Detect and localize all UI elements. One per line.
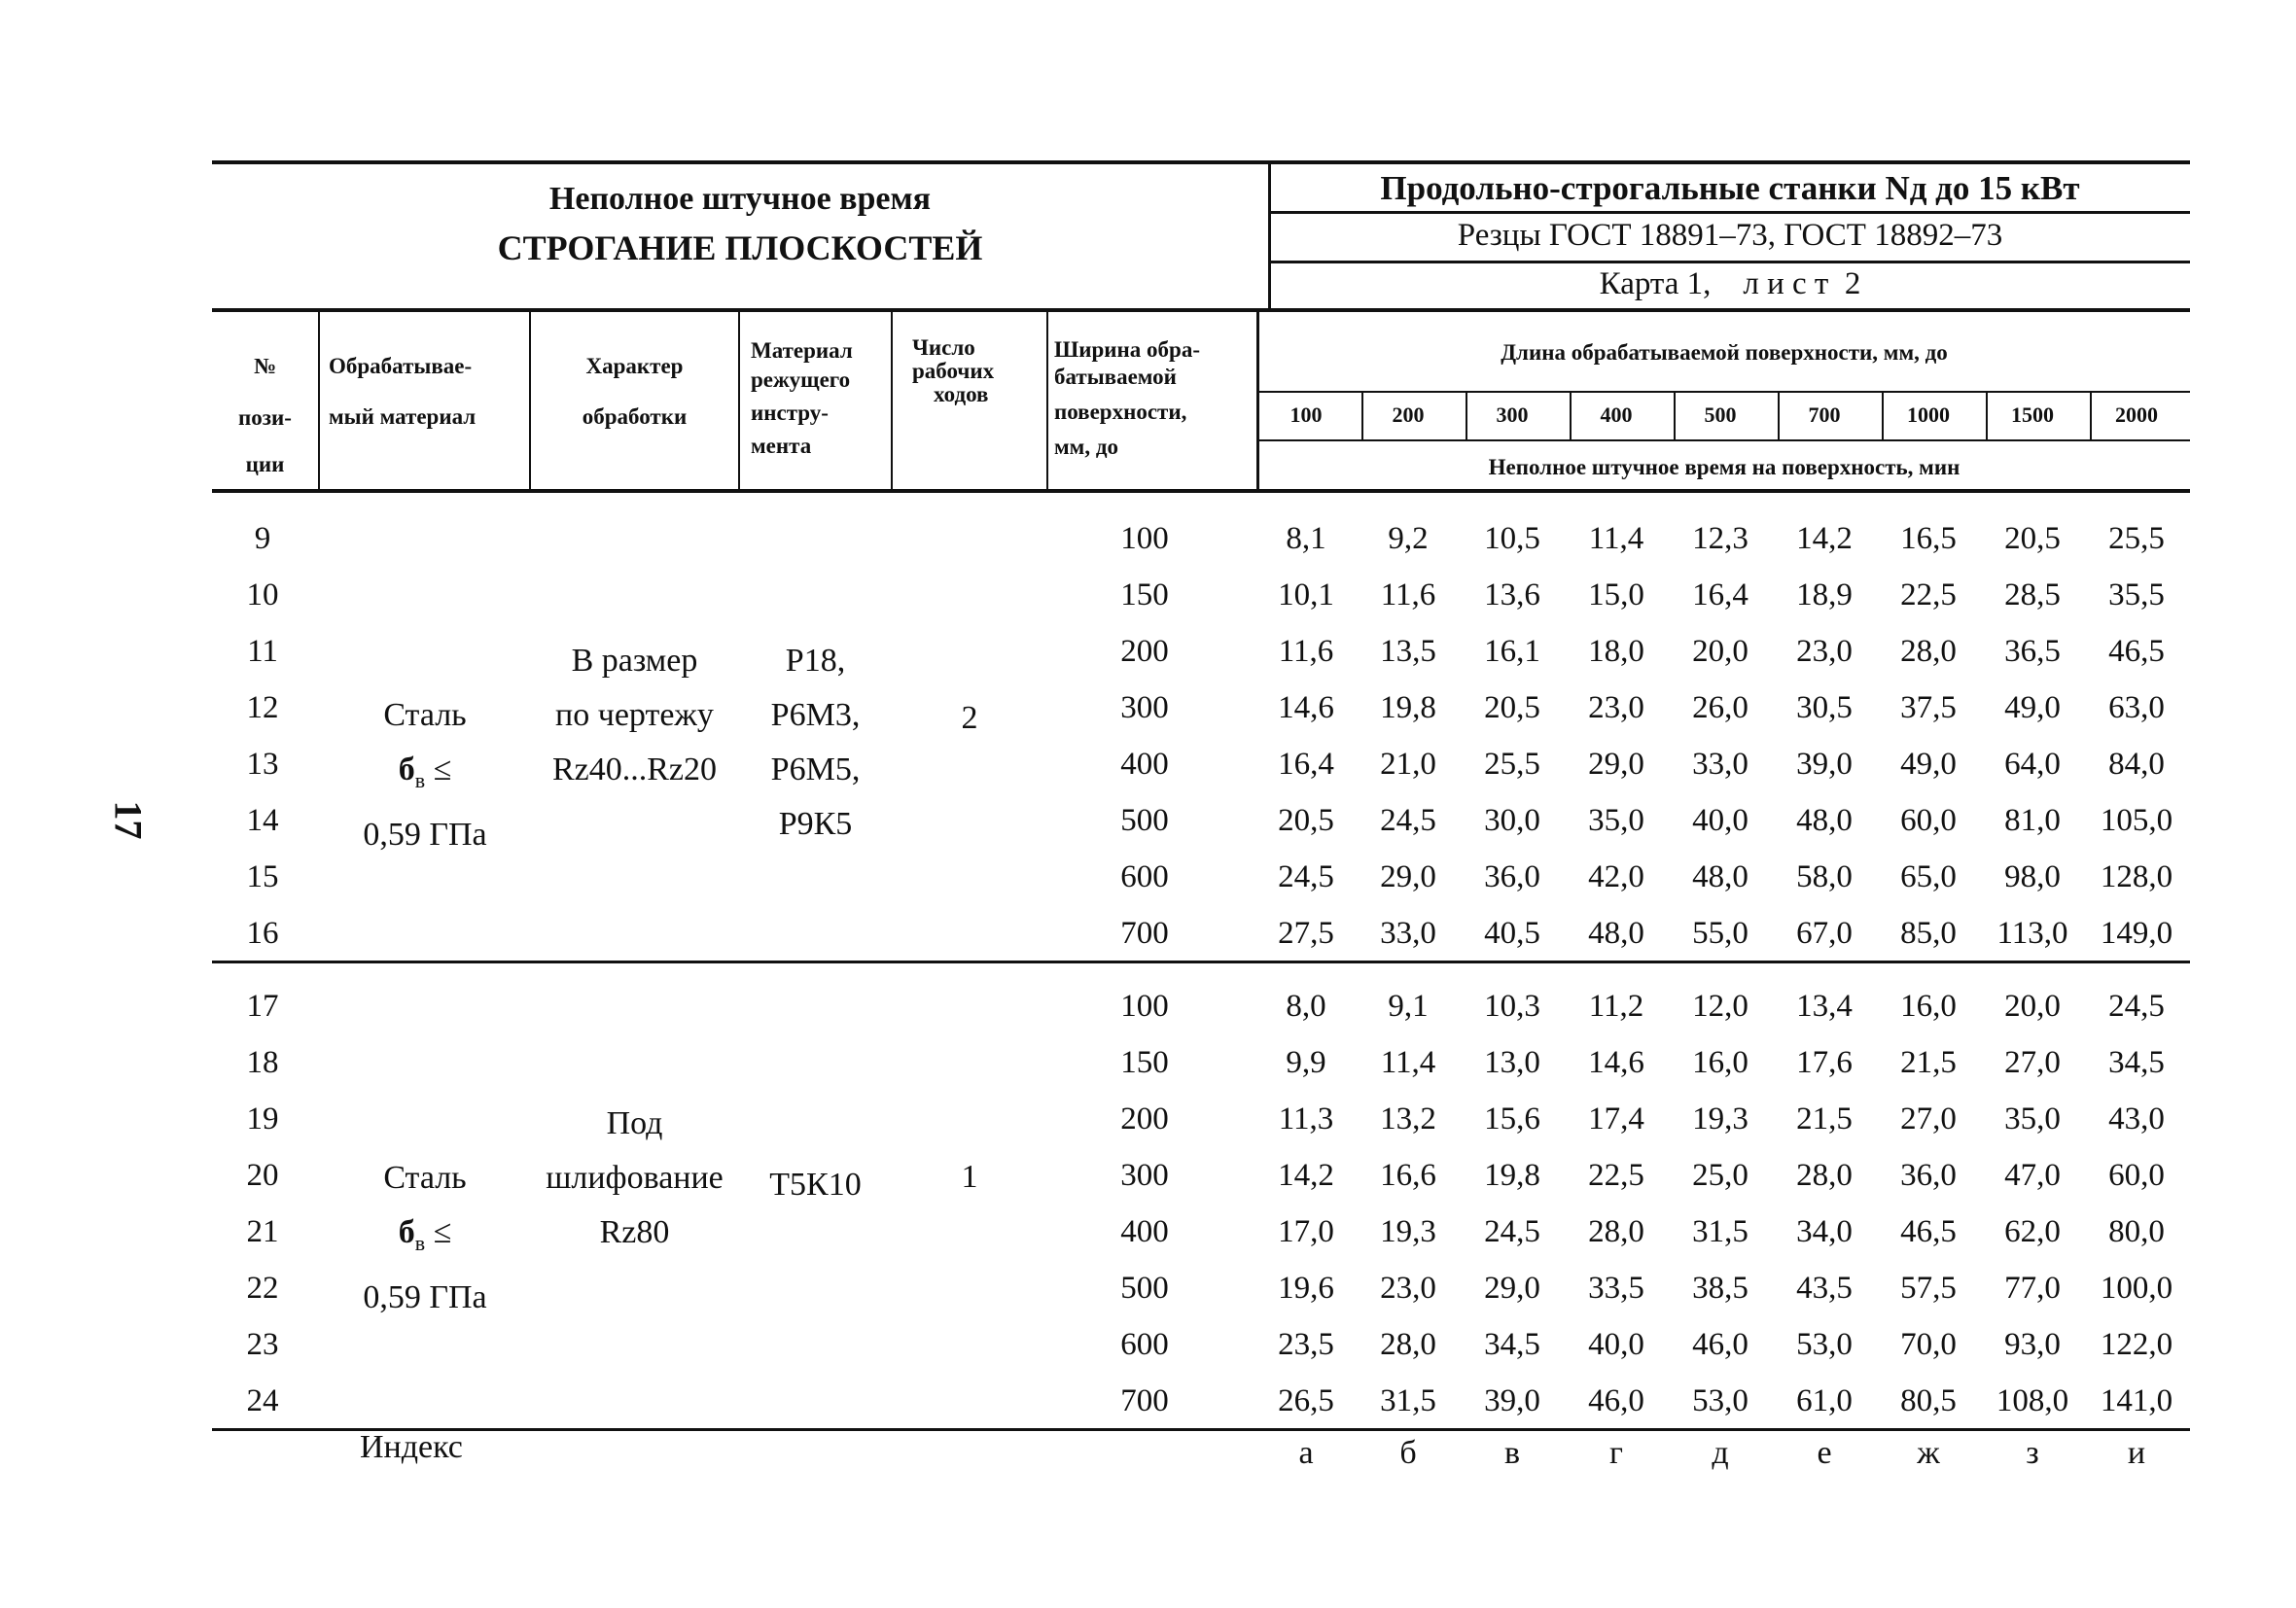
time-cell: 81,0	[2004, 803, 2061, 838]
time-cell: 16,0	[1692, 1045, 1748, 1080]
time-cell: 62,0	[2004, 1214, 2061, 1249]
time-cell: 46,0	[1588, 1383, 1644, 1418]
group-2-material	[321, 1151, 529, 1325]
colhead-vline-5	[1046, 310, 1048, 491]
time-cell: 28,0	[1588, 1214, 1644, 1249]
time-cell: 17,4	[1588, 1101, 1644, 1136]
time-cell: 31,5	[1380, 1383, 1436, 1418]
time-cell: 113,0	[1996, 916, 2068, 951]
row-position: 20	[246, 1158, 279, 1193]
sigma-subscript: в	[414, 1230, 426, 1255]
group-1-tool	[740, 634, 891, 852]
time-cell: 64,0	[2004, 747, 2061, 782]
time-cell: 12,0	[1692, 989, 1748, 1024]
time-cell: 15,0	[1588, 577, 1644, 612]
group-2-tool	[740, 1167, 891, 1204]
row-position: 19	[246, 1101, 279, 1136]
time-cell: 16,4	[1278, 747, 1334, 782]
time-cell: 13,6	[1484, 577, 1540, 612]
time-cell: 24,5	[1380, 803, 1436, 838]
time-cell: 13,2	[1380, 1101, 1436, 1136]
group-2-processing-line-2: шлифование	[546, 1160, 724, 1196]
header-rule-right-1	[1270, 211, 2190, 214]
colhead-passes-line-3: ходов	[934, 382, 989, 406]
colhead-tool-line-2: режущего	[751, 367, 851, 392]
time-cell: 33,5	[1588, 1271, 1644, 1306]
colhead-tool-line-3: инстру-	[751, 401, 829, 425]
time-cell: 17,6	[1796, 1045, 1853, 1080]
header-right-line-1: Продольно-строгальные станки Nд до 15 кВт	[1380, 169, 2080, 207]
time-cell: 28,0	[1380, 1327, 1436, 1362]
sigma-symbol: б	[398, 752, 415, 787]
colhead-material	[329, 352, 529, 432]
colhead-pos	[212, 352, 318, 479]
le-symbol: ≤	[433, 752, 452, 787]
row-width: 700	[1120, 1383, 1169, 1418]
time-cell: 10,3	[1484, 989, 1540, 1024]
time-cell: 34,0	[1796, 1214, 1853, 1249]
length-label: 100	[1289, 402, 1323, 427]
group-2-passes: 1	[961, 1159, 978, 1195]
time-cell: 19,6	[1278, 1271, 1334, 1306]
time-cell: 23,0	[1796, 634, 1853, 669]
time-cell: 39,0	[1796, 747, 1853, 782]
length-values-rule	[1258, 439, 2190, 441]
le-symbol: ≤	[433, 1214, 452, 1250]
time-cell: 10,5	[1484, 521, 1540, 556]
sigma-symbol: б	[398, 1214, 415, 1250]
group-2-tool-line-1: Т5К10	[769, 1167, 862, 1203]
row-position: 18	[246, 1045, 279, 1080]
time-cell: 24,5	[1484, 1214, 1540, 1249]
time-cell: 26,0	[1692, 690, 1748, 725]
group-1-processing-line-2: по чертежу	[555, 697, 714, 733]
row-position: 16	[246, 916, 279, 951]
time-cell: 65,0	[1900, 859, 1957, 894]
row-width: 500	[1120, 1271, 1169, 1306]
colhead-vline-4	[891, 310, 893, 491]
header-left-title-2: СТРОГАНИЕ ПЛОСКОСТЕЙ	[497, 228, 983, 267]
colhead-width-line-4: мм, до	[1054, 435, 1118, 459]
page-number: 17	[106, 800, 151, 840]
time-cell: 29,0	[1588, 747, 1644, 782]
time-cell: 100,0	[2100, 1271, 2173, 1306]
index-letter: ж	[1917, 1435, 1940, 1471]
colhead-passes-line-2: рабочих	[912, 359, 995, 383]
time-cell: 38,5	[1692, 1271, 1748, 1306]
time-cell: 128,0	[2100, 859, 2173, 894]
time-cell: 14,2	[1278, 1158, 1334, 1193]
colhead-bottom-rule	[212, 489, 2190, 493]
time-cell: 13,0	[1484, 1045, 1540, 1080]
time-cell: 25,5	[1484, 747, 1540, 782]
time-cell: 29,0	[1380, 859, 1436, 894]
time-cell: 17,0	[1278, 1214, 1334, 1249]
time-cell: 33,0	[1692, 747, 1748, 782]
colhead-tool-line-1: Материал	[751, 338, 853, 363]
time-cell: 40,0	[1588, 1327, 1644, 1362]
time-cell: 33,0	[1380, 916, 1436, 951]
row-position: 13	[246, 747, 279, 782]
time-cell: 93,0	[2004, 1327, 2061, 1362]
time-cell: 9,9	[1286, 1045, 1326, 1080]
time-cell: 36,0	[1484, 859, 1540, 894]
time-cell: 12,3	[1692, 521, 1748, 556]
time-cell: 16,0	[1900, 989, 1957, 1024]
time-cell: 8,0	[1286, 989, 1326, 1024]
row-width: 150	[1120, 1045, 1169, 1080]
length-label: 2000	[2115, 402, 2158, 427]
time-cell: 16,1	[1484, 634, 1540, 669]
time-cell: 80,5	[1900, 1383, 1957, 1418]
time-cell: 42,0	[1588, 859, 1644, 894]
time-cell: 16,6	[1380, 1158, 1436, 1193]
length-label: 300	[1496, 402, 1529, 427]
group-2-processing-line-3: Rz80	[599, 1214, 670, 1250]
time-cell: 13,5	[1380, 634, 1436, 669]
time-cell: 46,5	[2108, 634, 2165, 669]
sigma-subscript: в	[414, 767, 426, 792]
colhead-processing-line-1: Характер	[585, 354, 684, 378]
index-letter: в	[1503, 1435, 1521, 1471]
time-cell: 11,4	[1588, 521, 1644, 556]
time-cell: 34,5	[1484, 1327, 1540, 1362]
time-cell: 35,5	[2108, 577, 2165, 612]
time-cell: 149,0	[2100, 916, 2173, 951]
time-cell: 9,2	[1388, 521, 1429, 556]
time-cell: 15,6	[1484, 1101, 1540, 1136]
row-width: 600	[1120, 1327, 1169, 1362]
time-cell: 11,4	[1380, 1045, 1436, 1080]
time-cell: 27,0	[1900, 1101, 1957, 1136]
time-cell: 20,5	[1484, 690, 1540, 725]
time-cell: 49,0	[2004, 690, 2061, 725]
group-1-processing-line-1: В размер	[571, 643, 698, 679]
group-2-material-limit: 0,59 ГПа	[363, 1278, 487, 1315]
row-position: 17	[246, 989, 279, 1024]
group-2-material-strength	[321, 1206, 529, 1271]
row-width: 300	[1120, 1158, 1169, 1193]
top-rule	[212, 160, 2190, 164]
time-cell: 21,0	[1380, 747, 1436, 782]
colhead-width-line-2: батываемой	[1054, 365, 1177, 389]
time-cell: 55,0	[1692, 916, 1748, 951]
group-1-tool-line-4: Р9К5	[778, 806, 853, 842]
time-cell: 20,0	[2004, 989, 2061, 1024]
group-2-processing-line-1: Под	[606, 1105, 663, 1141]
time-cell: 35,0	[1588, 803, 1644, 838]
time-cell: 29,0	[1484, 1271, 1540, 1306]
time-cell: 46,0	[1692, 1327, 1748, 1362]
group-2-material-name: Сталь	[383, 1160, 467, 1196]
time-cell: 25,5	[2108, 521, 2165, 556]
group-1-material	[321, 688, 529, 862]
time-cell: 57,5	[1900, 1271, 1957, 1306]
header-left-title-1: Неполное штучное время	[548, 181, 932, 217]
row-position: 23	[246, 1327, 279, 1362]
colhead-material-line-2: мый материал	[329, 404, 477, 429]
time-cell: 20,5	[1278, 803, 1334, 838]
time-cell: 28,5	[2004, 577, 2061, 612]
row-width: 600	[1120, 859, 1169, 894]
length-label: 700	[1808, 402, 1841, 427]
time-cell: 48,0	[1692, 859, 1748, 894]
row-width: 200	[1120, 634, 1169, 669]
time-cell: 14,2	[1796, 521, 1853, 556]
time-cell: 35,0	[2004, 1101, 2061, 1136]
length-title: Длина обрабатываемой поверхности, мм, до	[1501, 340, 1948, 365]
time-cell: 18,9	[1796, 577, 1853, 612]
time-cell: 19,3	[1692, 1101, 1748, 1136]
time-cell: 36,0	[1900, 1158, 1957, 1193]
time-cell: 11,2	[1588, 989, 1644, 1024]
colhead-passes-line-1: Число	[912, 335, 975, 360]
time-cell: 36,5	[2004, 634, 2061, 669]
colhead-pos-line-3: ции	[245, 452, 285, 476]
time-cell: 67,0	[1796, 916, 1853, 951]
colhead-processing	[531, 352, 738, 432]
time-cell: 60,0	[1900, 803, 1957, 838]
row-width: 150	[1120, 577, 1169, 612]
bottom-rule	[212, 1428, 2190, 1431]
time-cell: 30,5	[1796, 690, 1853, 725]
time-cell: 60,0	[2108, 1158, 2165, 1193]
index-letter: з	[2026, 1435, 2039, 1471]
time-cell: 58,0	[1796, 859, 1853, 894]
index-letter: а	[1298, 1435, 1314, 1471]
time-cell: 105,0	[2100, 803, 2173, 838]
row-width: 300	[1120, 690, 1169, 725]
time-cell: 10,1	[1278, 577, 1334, 612]
group-1-processing	[531, 634, 738, 797]
colhead-width-line-1: Ширина обра-	[1054, 337, 1201, 362]
colhead-pos-line-2: пози-	[238, 405, 292, 430]
time-cell: 27,5	[1278, 916, 1334, 951]
time-cell: 40,0	[1692, 803, 1748, 838]
time-cell: 49,0	[1900, 747, 1957, 782]
row-width: 100	[1120, 989, 1169, 1024]
time-cell: 31,5	[1692, 1214, 1748, 1249]
time-cell: 16,5	[1900, 521, 1957, 556]
row-width: 400	[1120, 747, 1169, 782]
time-cell: 43,0	[2108, 1101, 2165, 1136]
time-cell: 11,6	[1278, 634, 1334, 669]
group-1-tool-line-1: Р18,	[785, 643, 846, 679]
time-cell: 84,0	[2108, 747, 2165, 782]
header-right-line-3: Карта 1, л и с т 2	[1599, 266, 1861, 301]
header-rule-right-2	[1270, 261, 2190, 263]
time-cell: 39,0	[1484, 1383, 1540, 1418]
length-label: 1500	[2011, 402, 2054, 427]
time-cell: 8,1	[1286, 521, 1326, 556]
time-cell: 70,0	[1900, 1327, 1957, 1362]
time-cell: 21,5	[1796, 1101, 1853, 1136]
colhead-tool-line-4: мента	[751, 434, 812, 458]
colhead-vline-1	[318, 310, 320, 491]
time-cell: 11,3	[1278, 1101, 1334, 1136]
time-cell: 23,5	[1278, 1327, 1334, 1362]
index-letter: д	[1712, 1435, 1729, 1471]
time-cell: 23,0	[1380, 1271, 1436, 1306]
time-cell: 98,0	[2004, 859, 2061, 894]
group-1-material-limit: 0,59 ГПа	[363, 816, 487, 853]
time-cell: 16,4	[1692, 577, 1748, 612]
time-cell: 63,0	[2108, 690, 2165, 725]
row-position: 22	[246, 1271, 279, 1306]
group-separator	[212, 961, 2190, 963]
time-cell: 108,0	[1996, 1383, 2069, 1418]
time-cell: 40,5	[1484, 916, 1540, 951]
time-cell: 19,8	[1380, 690, 1436, 725]
time-cell: 46,5	[1900, 1214, 1957, 1249]
time-cell: 48,0	[1796, 803, 1853, 838]
time-cell: 53,0	[1692, 1383, 1748, 1418]
index-label: Индекс	[360, 1429, 463, 1465]
colhead-vline-3	[738, 310, 740, 491]
row-position: 24	[246, 1383, 279, 1418]
time-cell: 77,0	[2004, 1271, 2061, 1306]
time-cell: 53,0	[1796, 1327, 1853, 1362]
time-cell: 20,0	[1692, 634, 1748, 669]
row-width: 500	[1120, 803, 1169, 838]
row-position: 11	[247, 634, 278, 669]
row-position: 21	[246, 1214, 279, 1249]
group-2-processing	[531, 1097, 738, 1260]
group-1-material-strength	[321, 743, 529, 808]
colhead-top-rule	[212, 308, 2190, 312]
row-width: 200	[1120, 1101, 1169, 1136]
time-cell: 37,5	[1900, 690, 1957, 725]
group-1-material-name: Сталь	[383, 697, 467, 733]
time-cell: 24,5	[2108, 989, 2165, 1024]
time-cell: 28,0	[1900, 634, 1957, 669]
row-width: 700	[1120, 916, 1169, 951]
time-cell: 61,0	[1796, 1383, 1853, 1418]
time-cell: 19,8	[1484, 1158, 1540, 1193]
row-position: 10	[246, 577, 279, 612]
time-cell: 20,5	[2004, 521, 2061, 556]
colhead-processing-line-2: обработки	[582, 404, 688, 429]
group-1-tool-line-3: Р6М5,	[770, 752, 861, 787]
time-cell: 22,5	[1900, 577, 1957, 612]
time-cell: 85,0	[1900, 916, 1957, 951]
row-position: 14	[246, 803, 279, 838]
time-cell: 26,5	[1278, 1383, 1334, 1418]
time-cell: 11,6	[1380, 577, 1436, 612]
row-position: 12	[246, 690, 279, 725]
time-cell: 30,0	[1484, 803, 1540, 838]
time-title: Неполное штучное время на поверхность, мин	[1488, 455, 1960, 479]
time-cell: 23,0	[1588, 690, 1644, 725]
time-cell: 14,6	[1278, 690, 1334, 725]
time-cell: 9,1	[1388, 989, 1429, 1024]
index-letter: г	[1609, 1435, 1623, 1471]
group-1-processing-line-3: Rz40...Rz20	[551, 752, 718, 787]
length-label: 1000	[1907, 402, 1950, 427]
time-cell: 27,0	[2004, 1045, 2061, 1080]
length-label: 400	[1600, 402, 1633, 427]
time-cell: 13,4	[1796, 989, 1853, 1024]
length-label: 500	[1704, 402, 1737, 427]
time-cell: 80,0	[2108, 1214, 2165, 1249]
time-cell: 25,0	[1692, 1158, 1748, 1193]
time-cell: 19,3	[1380, 1214, 1436, 1249]
index-letter: б	[1399, 1435, 1417, 1471]
colhead-width-line-3: поверхности,	[1054, 400, 1187, 424]
colhead-material-line-1: Обрабатывае-	[329, 354, 473, 378]
time-cell: 14,6	[1588, 1045, 1644, 1080]
row-position: 9	[254, 521, 271, 556]
colhead-passes	[912, 336, 1044, 406]
time-cell: 28,0	[1796, 1158, 1853, 1193]
time-cell: 24,5	[1278, 859, 1334, 894]
time-cell: 47,0	[2004, 1158, 2061, 1193]
index-letter: е	[1817, 1435, 1832, 1471]
colhead-pos-line-1: №	[253, 354, 277, 378]
time-cell: 22,5	[1588, 1158, 1644, 1193]
time-cell: 141,0	[2100, 1383, 2173, 1418]
group-1-tool-line-2: Р6М3,	[770, 697, 861, 733]
time-cell: 48,0	[1588, 916, 1644, 951]
time-cell: 122,0	[2100, 1327, 2173, 1362]
time-cell: 34,5	[2108, 1045, 2165, 1080]
time-cell: 43,5	[1796, 1271, 1853, 1306]
colhead-width	[1054, 336, 1256, 461]
header-right-line-2: Резцы ГОСТ 18891–73, ГОСТ 18892–73	[1457, 218, 2003, 253]
index-letter: и	[2127, 1435, 2146, 1471]
time-cell: 18,0	[1588, 634, 1644, 669]
time-cell: 21,5	[1900, 1045, 1957, 1080]
length-label: 200	[1392, 402, 1425, 427]
row-width: 100	[1120, 521, 1169, 556]
row-width: 400	[1120, 1214, 1169, 1249]
group-1-passes: 2	[961, 700, 978, 736]
length-title-rule	[1258, 391, 2190, 393]
colhead-tool	[751, 336, 891, 461]
row-position: 15	[246, 859, 279, 894]
